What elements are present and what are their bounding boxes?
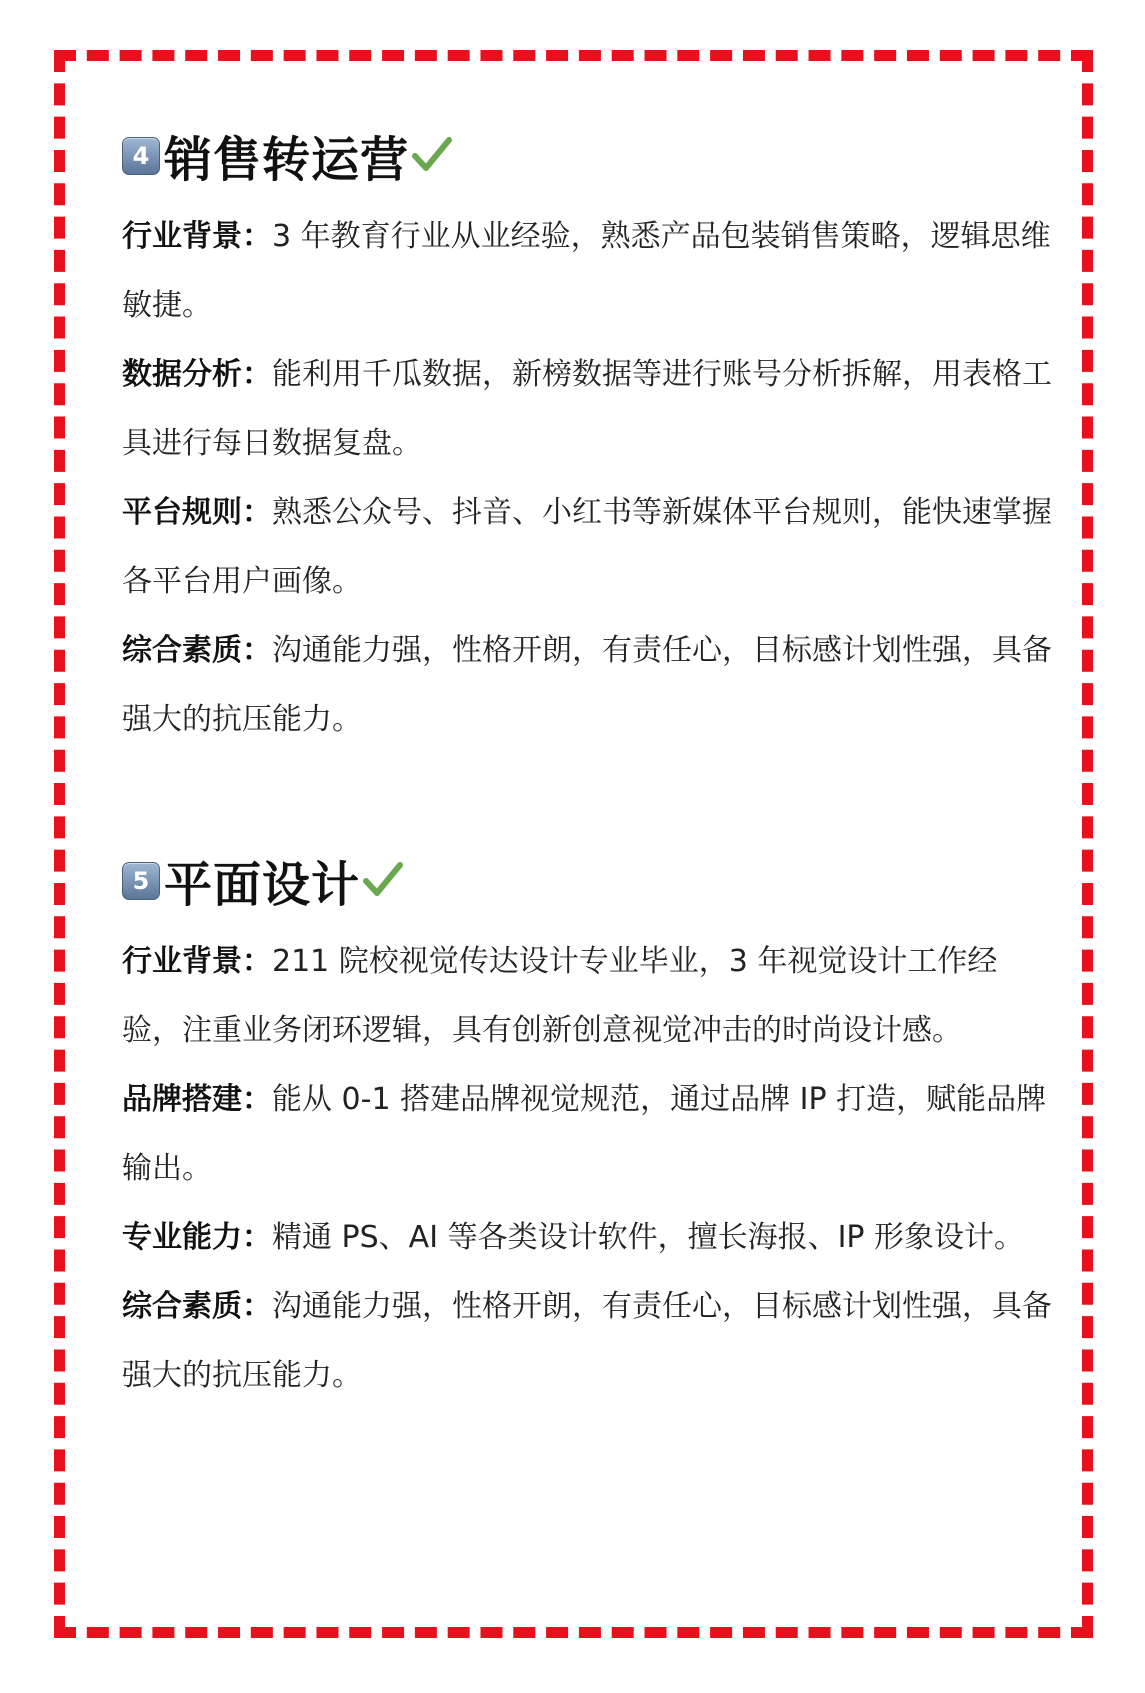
paragraph-industry-background [122,927,1052,1065]
paragraph-overall-quality [122,616,1052,754]
paragraph-overall-quality [122,1272,1052,1410]
paragraph-industry-background [122,202,1052,340]
check-mark-icon [411,134,453,176]
item-label: 平台规则： [122,495,272,530]
item-text: 沟通能力强，性格开朗，有责任心，目标感计划性强，具备强大的抗压能力。 [122,633,1052,737]
item-label: 综合素质： [122,633,272,668]
number-4-icon: 4 [122,137,160,175]
item-text: 能利用千瓜数据，新榜数据等进行账号分析拆解，用表格工具进行每日数据复盘。 [122,357,1052,461]
item-label: 品牌搭建： [122,1082,272,1117]
item-text: 熟悉公众号、抖音、小红书等新媒体平台规则，能快速掌握各平台用户画像。 [122,495,1052,599]
item-label: 专业能力： [122,1220,272,1255]
item-text: 211 院校视觉传达设计专业毕业，3 年视觉设计工作经验，注重业务闭环逻辑，具有创新创意视觉冲击的时尚设计感。 [122,944,998,1048]
section-graphic-design [122,845,1052,1410]
check-mark-icon [362,859,404,901]
item-text: 精通 PS、AI 等各类设计软件，擅长海报、IP 形象设计。 [272,1220,1025,1255]
paragraph-professional-skills [122,1203,1052,1272]
section-title: 平面设计 [164,856,361,913]
section-sales-to-operations [122,120,1052,754]
paragraph-data-analysis [122,340,1052,478]
section-heading [122,120,1052,190]
item-text: 能从 0-1 搭建品牌视觉规范，通过品牌 IP 打造，赋能品牌输出。 [122,1082,1047,1186]
paragraph-brand-building [122,1065,1052,1203]
item-text: 沟通能力强，性格开朗，有责任心，目标感计划性强，具备强大的抗压能力。 [122,1289,1052,1393]
item-label: 数据分析： [122,357,272,392]
item-label: 行业背景： [122,219,272,254]
paragraph-platform-rules [122,478,1052,616]
item-label: 综合素质： [122,1289,272,1324]
number-5-icon: 5 [122,862,160,900]
item-text: 3 年教育行业从业经验，熟悉产品包装销售策略，逻辑思维敏捷。 [122,219,1051,323]
section-heading [122,845,1052,915]
item-label: 行业背景： [122,944,272,979]
section-title: 销售转运营 [164,131,410,188]
